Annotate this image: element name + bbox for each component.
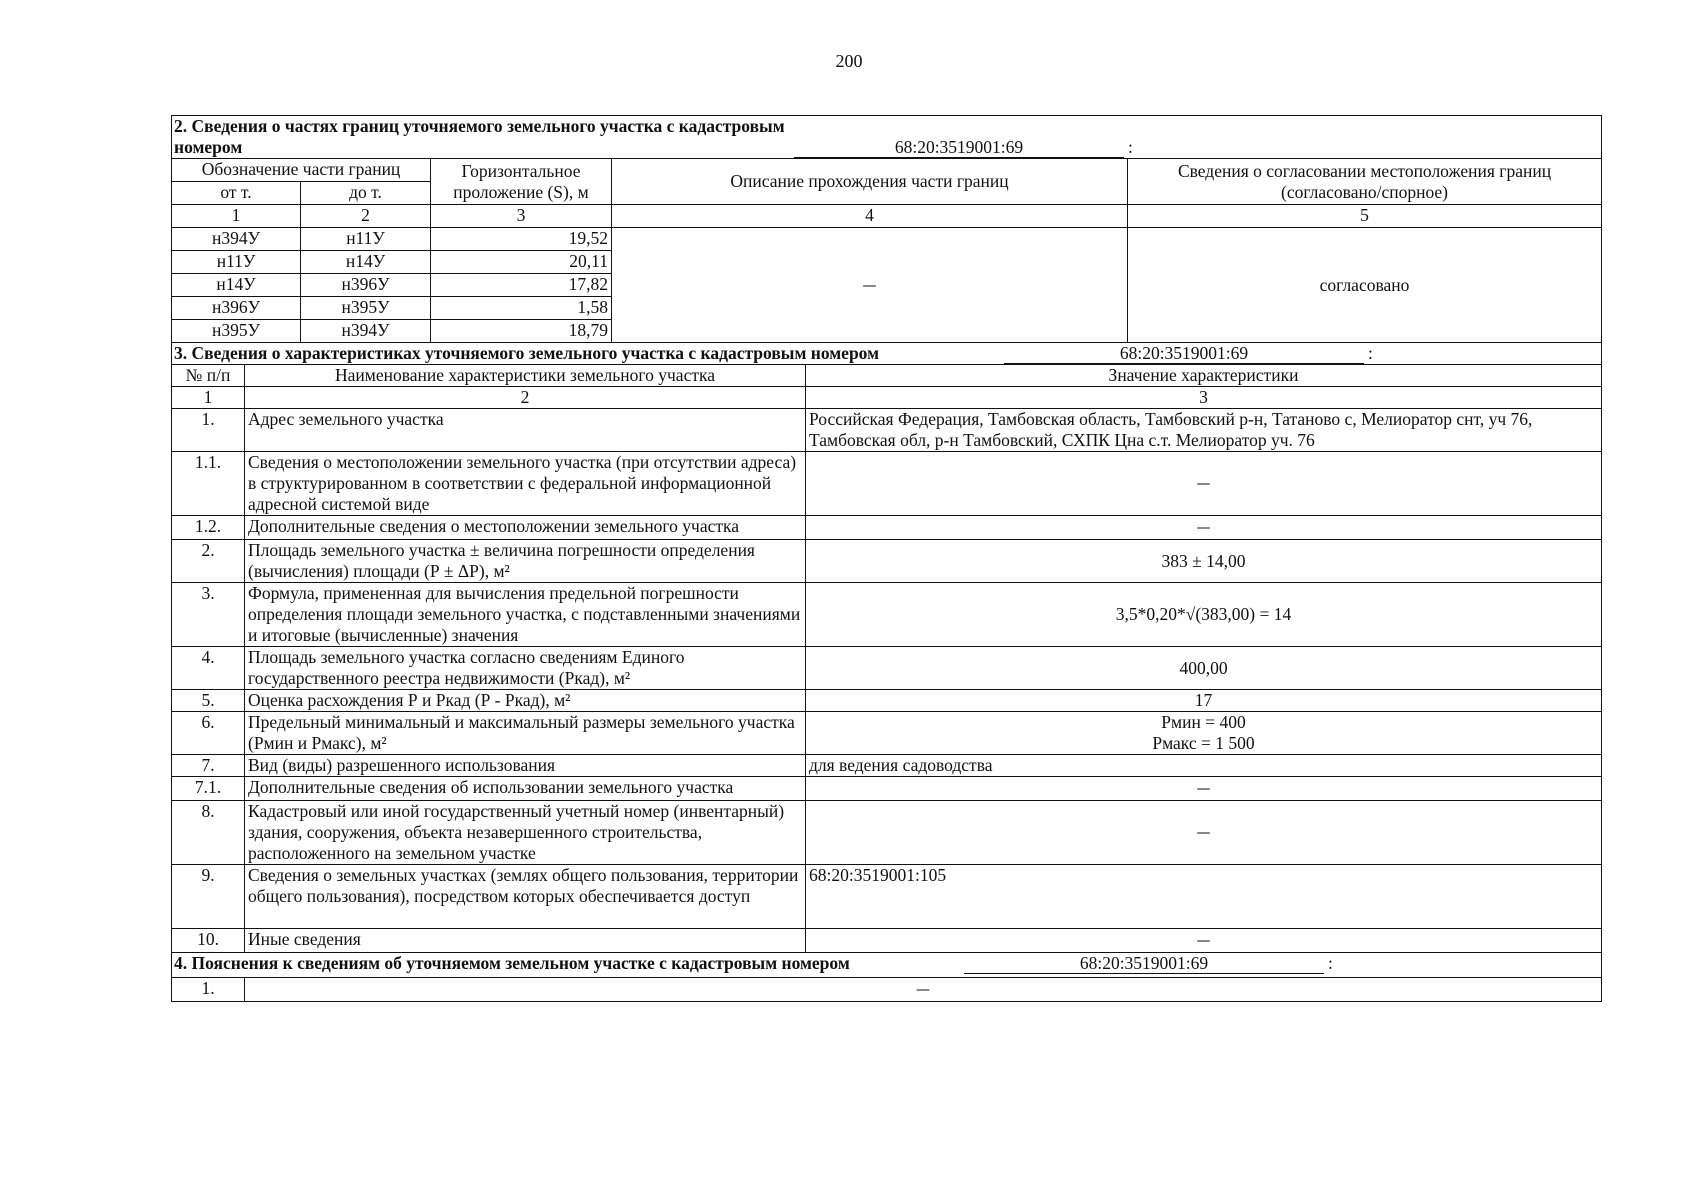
column-number: 1	[172, 205, 301, 228]
table-row	[172, 978, 1602, 1002]
min-size: Рмин = 400	[1161, 712, 1246, 732]
header-part-designation: Обозначение части границ	[172, 159, 431, 182]
column-number: 2	[245, 387, 806, 409]
section-3-title: 3. Сведения о характеристиках уточняемого земельного участка с кадастровым номером	[174, 343, 880, 363]
header-to-point: до т.	[301, 182, 431, 205]
characteristic-value: —	[806, 516, 1602, 540]
row-number: 7.	[172, 755, 245, 777]
section-3-cadastral-number: 68:20:3519001:69	[1004, 344, 1364, 364]
row-number: 7.1.	[172, 777, 245, 801]
characteristic-name: Дополнительные сведения о местоположении земельного участка	[245, 516, 806, 540]
row-number: 1.	[172, 409, 245, 452]
table-row	[172, 712, 1602, 755]
table-row	[172, 452, 1602, 516]
section-2-cadastral-number: 68:20:3519001:69	[794, 138, 1124, 158]
row-number: 5.	[172, 690, 245, 712]
table-row	[172, 228, 1602, 251]
from-point: н396У	[172, 297, 301, 320]
characteristic-value: 383 ± 14,00	[806, 540, 1602, 583]
description-value: —	[612, 228, 1128, 343]
to-point: н395У	[301, 297, 431, 320]
characteristic-value: —	[806, 801, 1602, 865]
column-number: 3	[431, 205, 612, 228]
row-number: 10.	[172, 929, 245, 953]
characteristic-name: Иные сведения	[245, 929, 806, 953]
from-point: н14У	[172, 274, 301, 297]
characteristic-name: Сведения о местоположении земельного участка (при отсутствии адреса) в структурированном в соответствии с федеральной информационной адресной системой виде	[245, 452, 806, 516]
section-4-title-row: 4. Пояснения к сведениям об уточняемом земельном участке с кадастровым номером 68:20:3519001:69 :	[172, 953, 1602, 978]
characteristic-name: Кадастровый или иной государственный учетный номер (инвентарный) здания, сооружения, объекта незавершенного строительства, расположенного на земельном участке	[245, 801, 806, 865]
column-number: 3	[806, 387, 1602, 409]
column-number: 4	[612, 205, 1128, 228]
characteristic-name: Адрес земельного участка	[245, 409, 806, 452]
characteristic-value	[806, 712, 1602, 755]
characteristic-name: Площадь земельного участка согласно сведениям Единого государственного реестра недвижимости (Ркад), м²	[245, 647, 806, 690]
row-number: 1.1.	[172, 452, 245, 516]
characteristic-value: 3,5*0,20*√(383,00) = 14	[806, 583, 1602, 647]
to-point: н11У	[301, 228, 431, 251]
row-number: 2.	[172, 540, 245, 583]
horizontal-length: 18,79	[431, 320, 612, 343]
horizontal-length: 19,52	[431, 228, 612, 251]
section-2-title-row: 2. Сведения о частях границ уточняемого земельного участка с кадастровым номером 68:20:3519001:69 :	[172, 116, 1602, 159]
header-name: Наименование характеристики земельного участка	[245, 365, 806, 387]
page-number: 200	[835, 51, 863, 71]
from-point: н395У	[172, 320, 301, 343]
header-agreement: Сведения о согласовании местоположения границ (согласовано/спорное)	[1128, 159, 1602, 205]
header-from-point: от т.	[172, 182, 301, 205]
explanation-value: —	[245, 978, 1602, 1002]
row-number: 1.	[172, 978, 245, 1002]
header-value: Значение характеристики	[806, 365, 1602, 387]
section-4-cadastral-number: 68:20:3519001:69	[964, 954, 1324, 974]
section-4-table	[171, 953, 1602, 1002]
horizontal-length: 17,82	[431, 274, 612, 297]
horizontal-length: 1,58	[431, 297, 612, 320]
characteristic-name: Площадь земельного участка ± величина погрешности определения (вычисления) площади (Р ± ΔР), м²	[245, 540, 806, 583]
table-row	[172, 540, 1602, 583]
section-2-title: 2. Сведения о частях границ уточняемого земельного участка с кадастровым номером	[174, 116, 785, 157]
row-number: 9.	[172, 865, 245, 929]
row-number: 3.	[172, 583, 245, 647]
characteristic-value: 17	[806, 690, 1602, 712]
table-row	[172, 409, 1602, 452]
characteristic-value: Российская Федерация, Тамбовская область, Тамбовский р-н, Татаново с, Мелиоратор снт, уч 76, Тамбовская обл, р-н Тамбовский, СХПК Цна с.т. Мелиоратор уч. 76	[806, 409, 1602, 452]
characteristic-name: Предельный минимальный и максимальный размеры земельного участка (Рмин и Рмакс), м²	[245, 712, 806, 755]
table-row	[172, 583, 1602, 647]
table-row	[172, 865, 1602, 929]
table-row	[172, 777, 1602, 801]
column-number: 5	[1128, 205, 1602, 228]
table-row	[172, 929, 1602, 953]
characteristic-value: —	[806, 929, 1602, 953]
max-size: Рмакс = 1 500	[1152, 733, 1255, 753]
characteristic-value: —	[806, 777, 1602, 801]
characteristic-name: Сведения о земельных участках (землях общего пользования, территории общего пользования), посредством которых обеспечивается доступ	[245, 865, 806, 929]
header-horizontal-length: Горизонтальное проложение (S), м	[431, 159, 612, 205]
column-number: 2	[301, 205, 431, 228]
characteristic-name: Дополнительные сведения об использовании земельного участка	[245, 777, 806, 801]
section-2-table	[171, 115, 1602, 343]
header-description: Описание прохождения части границ	[612, 159, 1128, 205]
to-point: н394У	[301, 320, 431, 343]
characteristic-name: Оценка расхождения Р и Ркад (Р - Ркад), м²	[245, 690, 806, 712]
table-row	[172, 690, 1602, 712]
table-row	[172, 755, 1602, 777]
agreement-value: согласовано	[1128, 228, 1602, 343]
from-point: н394У	[172, 228, 301, 251]
to-point: н14У	[301, 251, 431, 274]
table-row	[172, 647, 1602, 690]
header-num: № п/п	[172, 365, 245, 387]
column-number: 1	[172, 387, 245, 409]
table-row	[172, 516, 1602, 540]
form-sheet	[171, 115, 1601, 1002]
to-point: н396У	[301, 274, 431, 297]
table-row	[172, 801, 1602, 865]
row-number: 4.	[172, 647, 245, 690]
row-number: 8.	[172, 801, 245, 865]
section-3-title-row: 3. Сведения о характеристиках уточняемого земельного участка с кадастровым номером 68:20:3519001:69 :	[172, 343, 1602, 365]
characteristic-value: 400,00	[806, 647, 1602, 690]
characteristic-name: Формула, примененная для вычисления предельной погрешности определения площади земельного участка, с подставленными значениями и итоговые (вычисленные) значения	[245, 583, 806, 647]
characteristic-value: —	[806, 452, 1602, 516]
row-number: 1.2.	[172, 516, 245, 540]
horizontal-length: 20,11	[431, 251, 612, 274]
characteristic-name: Вид (виды) разрешенного использования	[245, 755, 806, 777]
from-point: н11У	[172, 251, 301, 274]
section-3-table	[171, 343, 1602, 953]
characteristic-value: 68:20:3519001:105	[806, 865, 1602, 929]
section-4-title: 4. Пояснения к сведениям об уточняемом земельном участке с кадастровым номером	[174, 953, 850, 973]
row-number: 6.	[172, 712, 245, 755]
characteristic-value: для ведения садоводства	[806, 755, 1602, 777]
